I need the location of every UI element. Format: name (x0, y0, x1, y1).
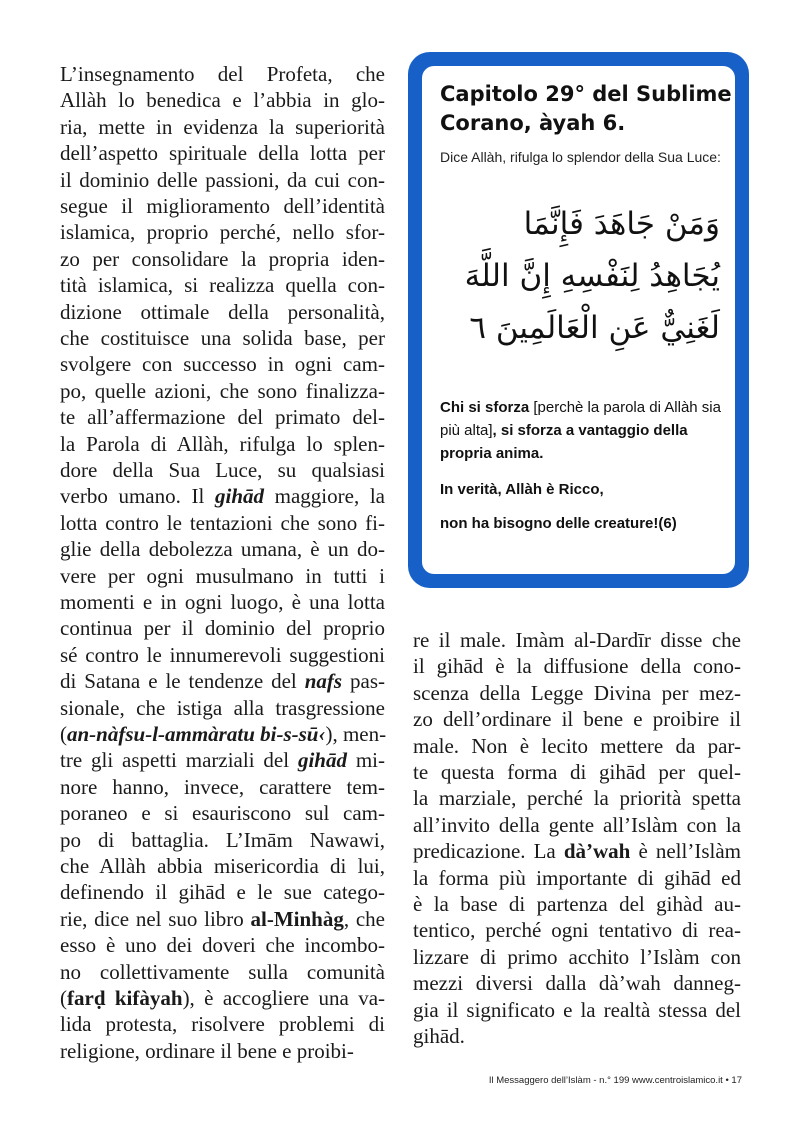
text-run: gihād. (413, 1024, 465, 1048)
text-run: po di battaglia. L’Imām Nawawi, (60, 827, 385, 852)
text-run: continua per il dominio del proprio (60, 616, 385, 641)
right-column-line (413, 679, 741, 707)
right-column-line (413, 811, 741, 839)
left-column-line (60, 746, 385, 774)
left-column-line (60, 86, 385, 114)
left-column-line (60, 984, 385, 1012)
left-column-line (60, 139, 385, 167)
text-run: sé contro le innumerevoli suggestioni (60, 642, 385, 667)
left-column-line (60, 324, 385, 352)
right-column-line (413, 837, 741, 865)
text-run: po, quelle azioni, che sono finalizza- (60, 378, 385, 403)
page-footer: Il Messaggero dell’Islàm - n.° 199 www.centroislamico.it • 17 (488, 1075, 742, 1086)
right-column-line (413, 916, 741, 944)
text-run: è nell’Islàm (630, 839, 741, 864)
text-run: scenza della Legge Divina per mez- (413, 680, 741, 705)
left-column-line (60, 166, 385, 194)
left-column-line (60, 271, 385, 299)
text-run: tità islamica, si realizza quella con- (60, 273, 385, 298)
text-run: al-Minhàg (250, 906, 344, 931)
text-run: dore della Sua Luce, su qualsiasi (60, 458, 385, 482)
left-column-line (60, 218, 385, 246)
right-column-line (413, 996, 741, 1024)
text-run: gihād (297, 748, 347, 773)
text-run: di Satana e le tendenze del (60, 669, 305, 694)
translation-bold-end: , si sforza a vantaggio della propria anima. (440, 422, 688, 462)
text-run: segue il miglioramento dell’identità (60, 194, 385, 218)
left-column-line (60, 509, 385, 537)
left-column-line (60, 535, 385, 563)
text-run: ), men- (325, 722, 387, 746)
left-column-line (60, 350, 385, 378)
left-column-line (60, 113, 385, 141)
text-run: vere per ogni musulmano in tutti i (60, 563, 385, 588)
text-run: islamica, proprio perché, nello sfor- (60, 220, 385, 245)
left-column-line (60, 403, 385, 431)
text-run: , che (343, 906, 385, 931)
text-run: pas- (342, 669, 385, 694)
text-run: il gihād è la diffusione della cono- (413, 654, 741, 679)
right-column-line (413, 943, 741, 971)
text-run: tre gli aspetti marziali del (60, 748, 298, 773)
left-column-line (60, 60, 385, 88)
text-run: nore hanno, invece, carattere tem- (60, 774, 385, 799)
text-run: re il male. Imàm al-Dardīr disse che (413, 628, 741, 652)
left-column-line (60, 667, 385, 695)
text-run: ria, mette in evidenza la superiorità (60, 114, 385, 139)
left-column-line (60, 720, 385, 748)
left-column-line (60, 298, 385, 326)
text-run: verbo umano. Il (60, 484, 215, 509)
quote-title: Capitolo 29° del Sublime Corano, àyah 6. (440, 82, 732, 135)
left-column-line (60, 1037, 385, 1065)
right-column-line (413, 705, 741, 733)
left-column-line (60, 799, 385, 827)
text-run: Allàh lo benedica e l’abbia in glo- (60, 88, 385, 113)
text-run: svolgere con successo in ogni cam- (60, 352, 385, 377)
left-column-line (60, 245, 385, 273)
text-run: ), è accogliere una va- (182, 986, 386, 1010)
translation-bracket: [perchè la parola di Allàh sia più alta] (440, 399, 721, 439)
text-run: dell’aspetto spirituale della lotta per (60, 141, 385, 166)
text-run: gihād (214, 484, 264, 509)
left-column-line (60, 614, 385, 642)
left-column-line (60, 588, 385, 616)
right-column-line (413, 969, 741, 997)
right-column-line (413, 784, 741, 812)
text-run: male. Non è lecito mettere da par- (413, 733, 741, 758)
left-column-line (60, 641, 385, 669)
text-run: glie della debolezza umana, è un do- (60, 537, 385, 562)
text-run: L’insegnamento del Profeta, che (60, 62, 385, 86)
text-run: zo per consolidare la propria iden- (60, 246, 385, 271)
text-run: lizzare di primo acchito l’Islàm con (413, 944, 741, 969)
left-column-line (60, 931, 385, 959)
translation-line-3: non ha bisogno delle creature!(6) (440, 515, 677, 532)
text-run: zo dell’ordinare il bene e proibire il (413, 707, 741, 732)
left-column-line (60, 562, 385, 590)
text-run: farḍ kifàyah (67, 986, 183, 1010)
text-run: tentico, perché ogni tentativo di rea- (413, 918, 741, 943)
verse-translation (440, 396, 740, 465)
text-run: poraneo e si esauriscono sul cam- (60, 801, 385, 826)
left-column-line (60, 482, 385, 510)
text-run: lida protesta, risolvere problemi di (60, 1012, 385, 1037)
text-run: lotta contro le tentazioni che sono fi- (60, 510, 385, 535)
text-run: maggiore, la (264, 484, 385, 509)
text-run: te all’affermazione del primato del- (60, 405, 385, 430)
text-run: che Allàh abbia misericordia di lui, (60, 854, 385, 878)
left-column-line (60, 430, 385, 458)
left-column-line (60, 1010, 385, 1038)
text-run: nafs (304, 669, 343, 694)
text-run: no collettivamente sulla comunità (60, 959, 385, 984)
left-column-line (60, 377, 385, 405)
text-run: il dominio delle passioni, da cui con- (60, 167, 385, 192)
text-run: mezzi diversi dalla dà’wah danneg- (413, 971, 741, 996)
left-column-line (60, 852, 385, 880)
text-run: esso è uno dei doveri che incombo- (60, 933, 385, 958)
text-run: che costituisce una solida base, per (60, 326, 385, 350)
left-column-line (60, 826, 385, 854)
left-column-line (60, 878, 385, 906)
left-column-line (60, 958, 385, 986)
right-column-line (413, 626, 741, 654)
arabic-verse-line-2: يُجَاهِدُ لِنَفْسِهِ إِنَّ اللَّهَ (464, 258, 720, 294)
translation-bold-start: Chi si sforza (440, 399, 530, 416)
text-run: rie, dice nel suo libro (60, 906, 251, 931)
text-run: ( (60, 986, 67, 1010)
text-run: definendo il gihād e le sue catego- (60, 880, 385, 905)
translation-line-2: In verità, Allàh è Ricco, (440, 481, 604, 498)
text-run: è la base di partenza del gihàd au- (413, 892, 741, 916)
right-column-line (413, 864, 741, 892)
text-run: ( (60, 722, 67, 746)
right-column-line (413, 1022, 741, 1050)
text-run: predicazione. La (413, 839, 564, 864)
text-run: la marziale, perché la priorità spetta (413, 786, 741, 811)
left-column-line (60, 905, 385, 933)
text-run: sionale, che istiga alla trasgressione (60, 695, 385, 720)
left-column-line (60, 773, 385, 801)
text-run: gia il significato e la realtà stessa del (413, 997, 741, 1022)
text-run: la Parola di Allàh, rifulga lo splen- (60, 431, 385, 456)
text-run: te questa forma di gihād per quel- (413, 760, 741, 784)
left-column-line (60, 456, 385, 484)
right-column-line (413, 758, 741, 786)
text-run: dà’wah (563, 839, 631, 864)
arabic-verse-line-1: وَمَنْ جَاهَدَ فَإِنَّمَا (523, 206, 720, 242)
text-run: religione, ordinare il bene e proibi- (60, 1038, 354, 1063)
left-column-line (60, 694, 385, 722)
text-run: mi- (346, 748, 385, 773)
text-run: momenti e in ogni luogo, è una lotta (60, 590, 385, 614)
text-run: an-nàfsu-l-ammàratu bi-s-sū‹ (67, 722, 326, 746)
text-run: dizione ottimale della personalità, (60, 299, 385, 324)
right-column-line (413, 652, 741, 680)
arabic-verse-line-3: لَغَنِيٌّ عَنِ الْعَالَمِينَ ٦ (469, 310, 720, 346)
left-column-line (60, 192, 385, 220)
right-column-line (413, 890, 741, 918)
quote-intro: Dice Allàh, rifulga lo splendor della Sua Luce: (440, 149, 721, 165)
right-column-line (413, 732, 741, 760)
text-run: all’invito della gente all’Islàm con la (413, 812, 741, 837)
text-run: la forma più importante di gihād ed (413, 865, 741, 890)
